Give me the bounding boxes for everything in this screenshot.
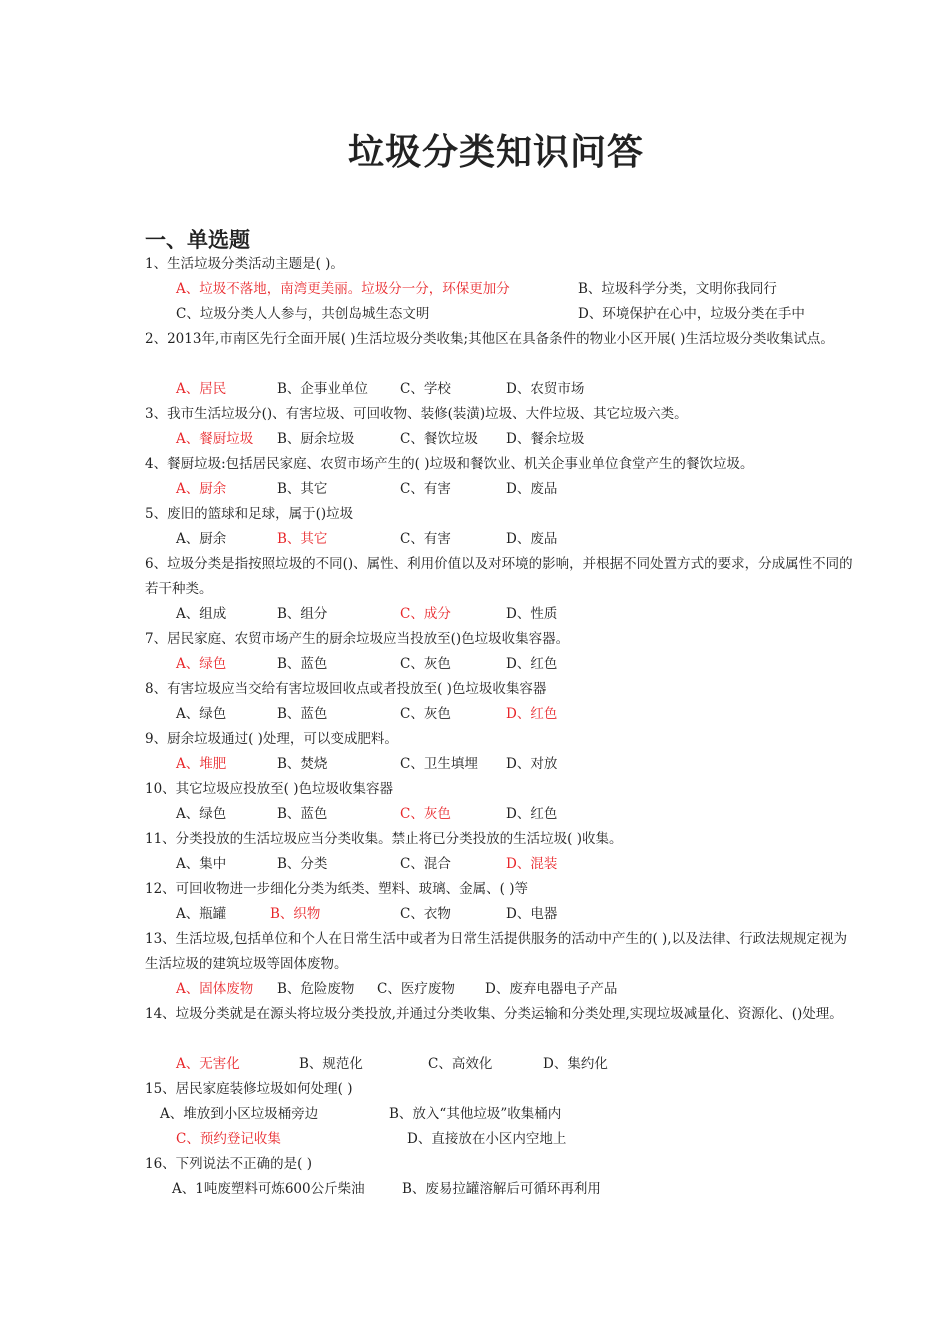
option-a: A、固体废物 <box>176 981 254 997</box>
section-heading: 一、单选题 <box>145 227 250 252</box>
question-text: 12、可回收物进一步细化分类为纸类、塑料、玻璃、金属、( )等 <box>145 881 529 897</box>
option-c: C、高效化 <box>428 1056 493 1072</box>
question-text: 7、居民家庭、农贸市场产生的厨余垃圾应当投放至()色垃圾收集容器。 <box>145 631 570 647</box>
question-text: 1、生活垃圾分类活动主题是( )。 <box>145 256 344 272</box>
option-d: D、电器 <box>506 906 558 922</box>
option-c: C、灰色 <box>400 806 451 822</box>
option-b: B、危险废物 <box>277 981 355 997</box>
question-list <box>145 252 855 1202</box>
option-d: D、废品 <box>506 481 558 497</box>
option-row <box>145 802 855 827</box>
option-d: D、直接放在小区内空地上 <box>407 1131 567 1147</box>
option-d: D、混装 <box>506 856 558 872</box>
option-row <box>145 302 855 327</box>
option-a: A、厨余 <box>176 481 227 497</box>
option-b: B、分类 <box>277 856 328 872</box>
option-b: B、其它 <box>277 531 328 547</box>
question-text: 9、厨余垃圾通过( )处理，可以变成肥料。 <box>145 731 398 747</box>
option-d: D、红色 <box>506 656 558 672</box>
option-d: D、废品 <box>506 531 558 547</box>
question-text: 4、餐厨垃圾:包括居民家庭、农贸市场产生的( )垃圾和餐饮业、机关企事业单位食堂产生的餐饮垃圾。 <box>145 456 754 472</box>
option-row <box>145 477 855 502</box>
question-text: 5、废旧的篮球和足球，属于()垃圾 <box>145 506 354 522</box>
option-a: A、居民 <box>176 381 227 397</box>
option-c: C、混合 <box>400 856 451 872</box>
option-c: C、衣物 <box>400 906 451 922</box>
question-text: 2、2013年,市南区先行全面开展( )生活垃圾分类收集;其他区在具备条件的物业小区开展( )生活垃圾分类收集试点。 <box>145 331 834 347</box>
option-b: B、蓝色 <box>277 706 328 722</box>
option-b: B、蓝色 <box>277 806 328 822</box>
option-c: C、医疗废物 <box>377 981 455 997</box>
option-a: A、组成 <box>176 606 227 622</box>
option-row <box>145 1102 855 1127</box>
option-c: C、有害 <box>400 531 451 547</box>
question-text: 16、下列说法不正确的是( ) <box>145 1156 313 1172</box>
option-row <box>145 852 855 877</box>
option-c: C、餐饮垃圾 <box>400 431 478 447</box>
option-a: A、堆肥 <box>176 756 227 772</box>
option-a: A、垃圾不落地，南湾更美丽。垃圾分一分，环保更加分 <box>176 281 510 297</box>
option-row <box>145 602 855 627</box>
option-b: B、织物 <box>270 906 321 922</box>
option-c: C、预约登记收集 <box>176 1131 281 1147</box>
option-d: D、红色 <box>506 806 558 822</box>
option-c: C、灰色 <box>400 656 451 672</box>
option-d: D、废弃电器电子产品 <box>485 981 618 997</box>
option-d: D、对放 <box>506 756 558 772</box>
question-text: 6、垃圾分类是指按照垃圾的不同()、属性、利用价值以及对环境的影响，并根据不同处置方式的要求，分成属性不同的若干种类。 <box>145 556 853 597</box>
option-d: D、红色 <box>506 706 558 722</box>
option-row <box>145 1127 855 1152</box>
option-a: A、瓶罐 <box>176 906 227 922</box>
option-a: A、绿色 <box>176 806 227 822</box>
option-c: C、成分 <box>400 606 451 622</box>
option-d: D、农贸市场 <box>506 381 585 397</box>
option-b: B、其它 <box>277 481 328 497</box>
option-row <box>145 902 855 927</box>
question-text: 15、居民家庭装修垃圾如何处理( ) <box>145 1081 353 1097</box>
option-d: D、餐余垃圾 <box>506 431 585 447</box>
option-row <box>145 652 855 677</box>
option-a: A、1吨废塑料可炼600公斤柴油 <box>172 1181 365 1197</box>
option-c: C、灰色 <box>400 706 451 722</box>
option-c: C、垃圾分类人人参与，共创岛城生态文明 <box>176 306 430 322</box>
question-text: 3、我市生活垃圾分()、有害垃圾、可回收物、装修(装潢)垃圾、大件垃圾、其它垃圾六类。 <box>145 406 688 422</box>
question-text: 13、生活垃圾,包括单位和个人在日常生活中或者为日常生活提供服务的活动中产生的( ),以及法律、行政法规规定视为生活垃圾的建筑垃圾等固体废物。 <box>145 931 848 972</box>
option-row <box>145 377 855 402</box>
question-text: 14、垃圾分类就是在源头将垃圾分类投放,并通过分类收集、分类运输和分类处理,实现垃圾减量化、资源化、()处理。 <box>145 1006 843 1022</box>
option-a: A、绿色 <box>176 706 227 722</box>
option-b: B、规范化 <box>299 1056 363 1072</box>
option-b: B、放入“其他垃圾”收集桶内 <box>389 1106 562 1122</box>
question-text: 11、分类投放的生活垃圾应当分类收集。禁止将已分类投放的生活垃圾( )收集。 <box>145 831 623 847</box>
option-a: A、堆放到小区垃圾桶旁边 <box>160 1106 319 1122</box>
option-a: A、无害化 <box>176 1056 240 1072</box>
option-row <box>145 527 855 552</box>
option-d: D、环境保护在心中，垃圾分类在手中 <box>578 306 805 322</box>
option-a: A、厨余 <box>176 531 227 547</box>
option-a: A、餐厨垃圾 <box>176 431 254 447</box>
option-b: B、废易拉罐溶解后可循环再利用 <box>402 1181 601 1197</box>
option-row <box>145 427 855 452</box>
option-row <box>145 702 855 727</box>
question-text: 10、其它垃圾应投放至( )色垃圾收集容器 <box>145 781 394 797</box>
option-a: A、集中 <box>176 856 227 872</box>
option-c: C、卫生填埋 <box>400 756 478 772</box>
question-text: 8、有害垃圾应当交给有害垃圾回收点或者投放至( )色垃圾收集容器 <box>145 681 547 697</box>
option-c: C、有害 <box>400 481 451 497</box>
option-row <box>145 977 855 1002</box>
option-b: B、组分 <box>277 606 328 622</box>
option-a: A、绿色 <box>176 656 227 672</box>
option-d: D、性质 <box>506 606 558 622</box>
option-d: D、集约化 <box>543 1056 608 1072</box>
option-row <box>145 752 855 777</box>
option-row <box>145 1052 855 1077</box>
option-row <box>145 277 855 302</box>
option-b: B、焚烧 <box>277 756 328 772</box>
option-b: B、厨余垃圾 <box>277 431 355 447</box>
option-row <box>145 1177 855 1202</box>
option-b: B、企事业单位 <box>277 381 368 397</box>
option-b: B、蓝色 <box>277 656 328 672</box>
option-c: C、学校 <box>400 381 451 397</box>
document-title: 垃圾分类知识问答 <box>347 131 644 173</box>
option-b: B、垃圾科学分类，文明你我同行 <box>578 281 777 297</box>
